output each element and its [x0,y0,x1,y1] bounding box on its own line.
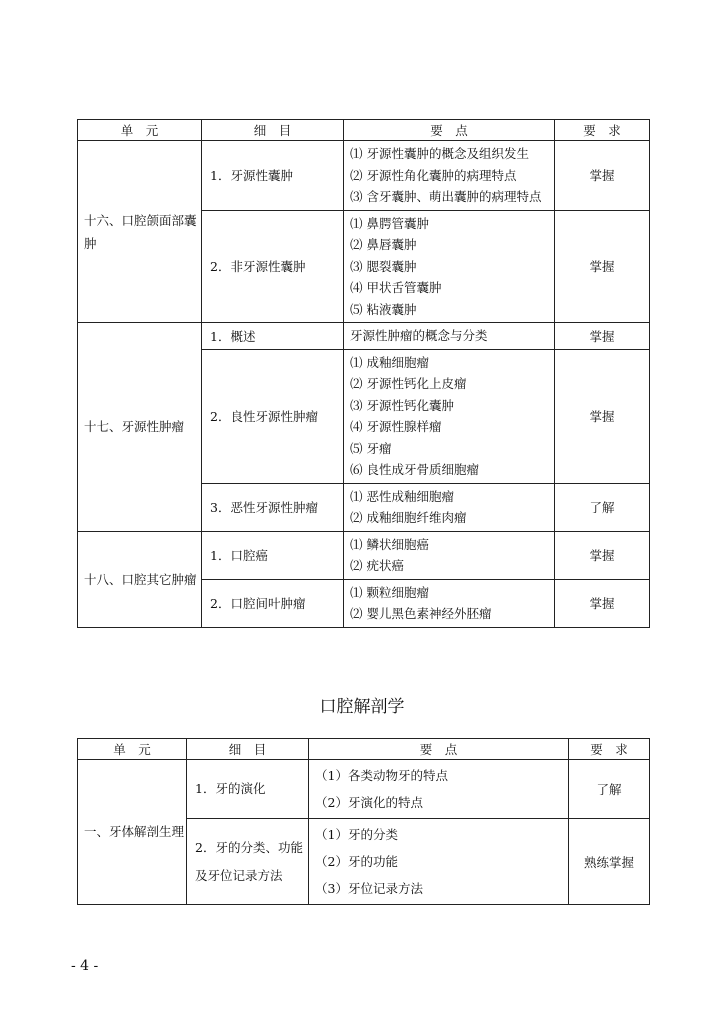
syllabus-table-pathology [77,119,650,628]
requirement-cell: 掌握 [555,323,650,350]
syllabus-table-anatomy [77,738,650,905]
point-item: ⑵ 牙源性角化囊肿的病理特点 [350,167,517,183]
header-unit: 单 元 [78,739,187,760]
detail-cell: 1．口腔癌 [202,531,344,579]
point-item: ⑵ 成釉细胞纤维肉瘤 [350,510,467,525]
point-item: （1）各类动物牙的特点 [315,768,448,783]
points-cell [344,531,555,579]
section-title: 口腔解剖学 [319,697,405,717]
unit-cell: 十六、口腔颌面部囊肿 [78,141,202,323]
table-row [78,531,650,579]
detail-cell: 1．牙源性囊肿 [202,141,344,211]
points-cell [309,760,569,819]
detail-cell: 1．牙的演化 [187,760,309,819]
point-item: ⑸ 牙瘤 [350,440,392,456]
header-requirement: 要 求 [555,120,650,141]
detail-cell: 2．良性牙源性肿瘤 [202,349,344,483]
point-item: （2）牙的功能 [315,854,398,869]
point-item: ⑴ 鼻腭管囊肿 [350,215,429,231]
detail-cell: 2．牙的分类、功能及牙位记录方法 [187,819,309,905]
points-cell [344,210,555,323]
point-item: ⑴ 牙源性囊肿的概念及组织发生 [350,146,529,161]
points-cell [344,349,555,483]
requirement-cell: 掌握 [555,141,650,211]
point-item: （2）牙演化的特点 [315,795,423,810]
point-item: ⑴ 颗粒细胞瘤 [350,584,429,600]
detail-cell: 2．口腔间叶肿瘤 [202,579,344,627]
header-detail: 细 目 [202,120,344,141]
points-cell [344,323,555,350]
table-row [78,323,650,350]
point-item: ⑶ 牙源性钙化囊肿 [350,397,454,413]
point-item: ⑷ 牙源性腺样瘤 [350,419,442,434]
point-item: ⑷ 甲状舌管囊肿 [350,280,442,295]
point-item: ⑴ 鳞状细胞癌 [350,536,429,552]
requirement-cell: 熟练掌握 [569,819,650,905]
point-item: ⑴ 成釉细胞瘤 [350,354,429,370]
table-row [78,141,650,211]
requirement-cell: 了解 [555,483,650,531]
header-points: 要 点 [309,739,569,760]
point-item: （3）牙位记录方法 [315,881,423,896]
detail-cell: 1．概述 [202,323,344,350]
header-requirement: 要 求 [569,739,650,760]
unit-cell: 一、牙体解剖生理 [78,760,187,905]
point-item: 牙源性肿瘤的概念与分类 [350,328,488,343]
point-item: ⑸ 粘液囊肿 [350,301,417,317]
point-item: ⑶ 含牙囊肿、萌出囊肿的病理特点 [350,189,542,204]
requirement-cell: 掌握 [555,349,650,483]
points-cell [344,579,555,627]
requirement-cell: 了解 [569,760,650,819]
table-header-row [78,739,650,760]
point-item: ⑴ 恶性成釉细胞瘤 [350,488,454,504]
requirement-cell: 掌握 [555,531,650,579]
table-header-row [78,120,650,141]
points-cell [344,483,555,531]
header-detail: 细 目 [187,739,309,760]
detail-cell: 3．恶性牙源性肿瘤 [202,483,344,531]
requirement-cell: 掌握 [555,579,650,627]
table-row [78,760,650,819]
unit-cell: 十七、牙源性肿瘤 [78,323,202,532]
header-unit: 单 元 [78,120,202,141]
page-number: - 4 - [71,958,99,974]
point-item: ⑵ 鼻唇囊肿 [350,237,417,252]
point-item: ⑶ 腮裂囊肿 [350,258,417,274]
requirement-cell: 掌握 [555,210,650,323]
points-cell [344,141,555,211]
point-item: ⑵ 疣状癌 [350,558,404,573]
point-item: ⑹ 良性成牙骨质细胞瘤 [350,462,479,477]
point-item: （1）牙的分类 [315,827,398,842]
unit-cell: 十八、口腔其它肿瘤 [78,531,202,627]
point-item: ⑵ 牙源性钙化上皮瘤 [350,376,467,391]
point-item: ⑵ 婴儿黑色素神经外胚瘤 [350,606,492,621]
points-cell [309,819,569,905]
detail-cell: 2．非牙源性囊肿 [202,210,344,323]
header-points: 要 点 [344,120,555,141]
